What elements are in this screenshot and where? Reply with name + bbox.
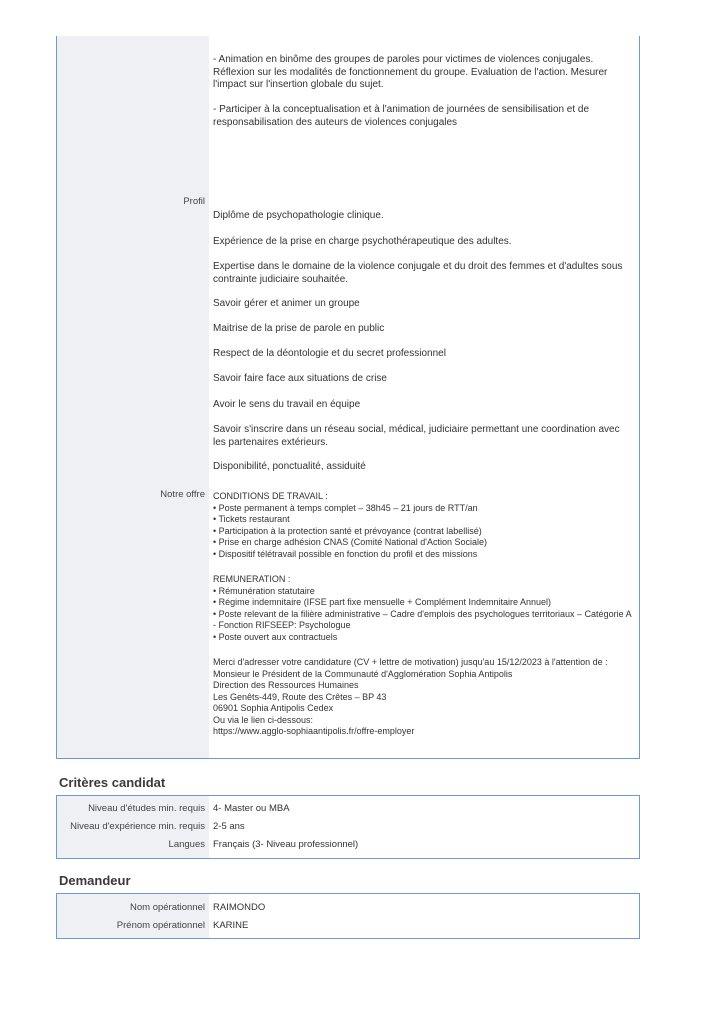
conditions-block bbox=[213, 491, 633, 560]
remuneration-item: • Poste ouvert aux contractuels bbox=[213, 631, 338, 642]
remuneration-title: REMUNERATION : bbox=[213, 574, 291, 584]
criteria-value: 4- Master ou MBA bbox=[213, 803, 290, 814]
application-link[interactable]: https://www.agglo-sophiaantipolis.fr/offre-employer bbox=[213, 726, 415, 736]
criteria-value: 2-5 ans bbox=[213, 821, 245, 832]
demandeur-row bbox=[57, 902, 639, 920]
remuneration-item: • Rémunération statutaire bbox=[213, 585, 315, 596]
label-column bbox=[57, 36, 209, 758]
criteres-title: Critères candidat bbox=[59, 775, 166, 790]
contact-line: 06901 Sophia Antipolis Cedex bbox=[213, 703, 334, 713]
mission-item: - Animation en binôme des groupes de paroles pour victimes de violences conjugales. Réflexion sur les modalités de fonctionnement du groupe. Evaluation de l'action. Mesurer l'impact sur l'insertion globale du sujet. bbox=[213, 54, 608, 90]
condition-item: • Tickets restaurant bbox=[213, 514, 290, 524]
profil-item: Savoir s'inscrire dans un réseau social, médical, judiciaire permettant une coordination avec les partenaires extérieurs. bbox=[213, 424, 620, 448]
profil-item: Savoir faire face aux situations de crise bbox=[213, 373, 387, 384]
contact-line: Ou via le lien ci-dessous: bbox=[213, 714, 314, 725]
remuneration-item: • Régime indemnitaire (IFSE part fixe mensuelle + Complément Indemnitaire Annuel) bbox=[213, 597, 552, 607]
criteria-row bbox=[57, 803, 639, 821]
profil-item: Expérience de la prise en charge psychothérapeutique des adultes. bbox=[213, 236, 512, 247]
criteria-label: Niveau d'études min. requis bbox=[88, 803, 205, 814]
profil-item: Savoir gérer et animer un groupe bbox=[213, 298, 360, 309]
profil-item: Respect de la déontologie et du secret professionnel bbox=[213, 348, 446, 359]
contact-line: Monsieur le Président de la Communauté d'Agglomération Sophia Antipolis bbox=[213, 668, 513, 679]
profil-item: Diplôme de psychopathologie clinique. bbox=[213, 210, 384, 221]
conditions-title: CONDITIONS DE TRAVAIL : bbox=[213, 491, 328, 501]
criteria-row bbox=[57, 839, 639, 857]
mission-item: - Participer à la conceptualisation et à l'animation de journées de sensibilisation et de responsabilisation des auteurs de violences conjugales bbox=[213, 104, 590, 128]
demandeur-label: Prénom opérationnel bbox=[116, 920, 205, 931]
contact-line: Merci d'adresser votre candidature (CV + lettre de motivation) jusqu'au 15/12/2023 à l'attention de : bbox=[213, 657, 608, 667]
criteria-value: Français (3- Niveau professionnel) bbox=[213, 839, 359, 850]
demandeur-value: RAIMONDO bbox=[213, 902, 266, 913]
profil-item: Expertise dans le domaine de la violence conjugale et du droit des femmes et d'adultes sous contrainte judiciaire souhaitée. bbox=[213, 261, 623, 285]
criteria-label: Langues bbox=[168, 839, 205, 850]
profil-item: Avoir le sens du travail en équipe bbox=[213, 399, 361, 410]
criteres-box bbox=[56, 795, 640, 859]
job-description-box bbox=[56, 36, 640, 759]
contact-line: Direction des Ressources Humaines bbox=[213, 680, 359, 690]
profil-item: Disponibilité, ponctualité, assiduité bbox=[213, 461, 366, 472]
demandeur-title: Demandeur bbox=[59, 873, 131, 888]
offre-label: Notre offre bbox=[160, 489, 205, 500]
criteria-row bbox=[57, 821, 639, 839]
demandeur-value: KARINE bbox=[213, 920, 249, 931]
contact-line: Les Genêts-449, Route des Crêtes – BP 43 bbox=[213, 691, 387, 702]
demandeur-row bbox=[57, 920, 639, 938]
demandeur-box bbox=[56, 893, 640, 939]
condition-item: • Dispositif télétravail possible en fonction du profil et des missions bbox=[213, 548, 478, 559]
profil-label: Profil bbox=[183, 196, 205, 207]
condition-item: • Prise en charge adhésion CNAS (Comité National d'Action Sociale) bbox=[213, 537, 488, 547]
remuneration-item: • Poste relevant de la filière administrative – Cadre d'emplois des psychologues territoriaux – Catégorie A - Fonction RIFSEEP: Psychologue bbox=[213, 608, 632, 630]
remuneration-block bbox=[213, 574, 633, 643]
condition-item: • Participation à la protection santé et prévoyance (contrat labellisé) bbox=[213, 525, 482, 536]
demandeur-label: Nom opérationnel bbox=[130, 902, 205, 913]
contact-block bbox=[213, 657, 633, 738]
criteria-label: Niveau d'expérience min. requis bbox=[70, 821, 205, 832]
condition-item: • Poste permanent à temps complet – 38h45 – 21 jours de RTT/an bbox=[213, 502, 478, 513]
profil-item: Maitrise de la prise de parole en public bbox=[213, 323, 385, 334]
